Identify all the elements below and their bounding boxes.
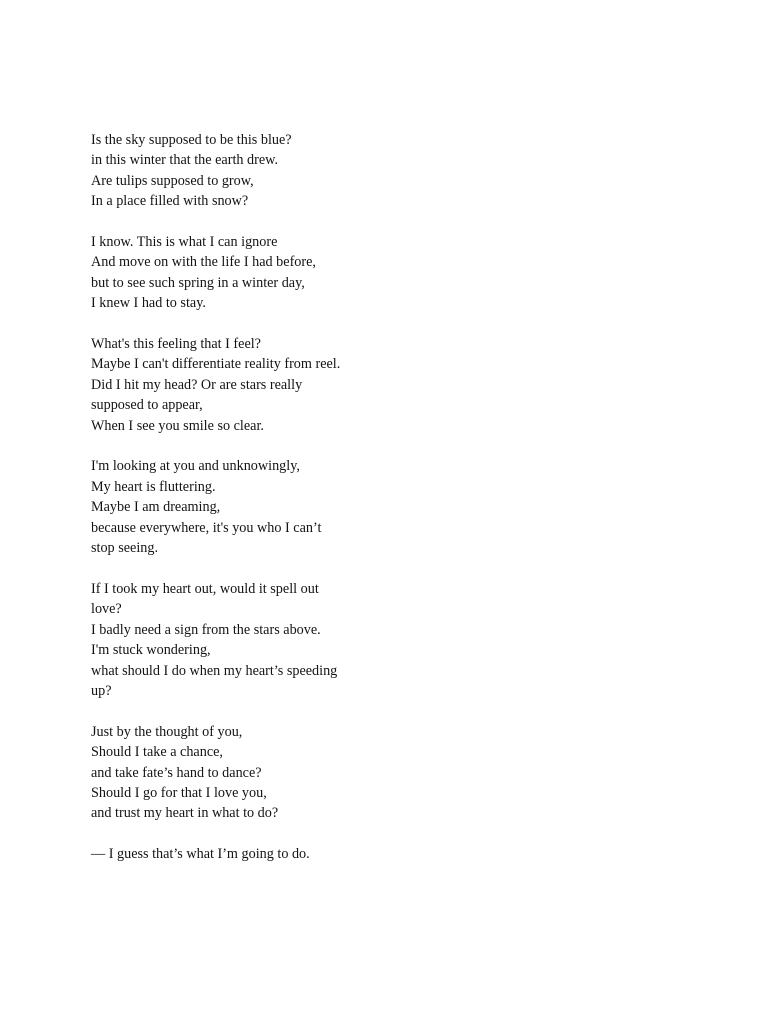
poem-line: because everywhere, it's you who I can’t: [91, 519, 322, 536]
poem-line: but to see such spring in a winter day,: [91, 274, 305, 291]
poem-line: I'm looking at you and unknowingly,: [91, 458, 300, 475]
stanza-5: [91, 579, 381, 701]
poem-line: What's this feeling that I feel?: [91, 336, 261, 353]
poem-line: supposed to appear,: [91, 397, 203, 414]
poem-line: love?: [91, 601, 122, 618]
poem-line: I'm stuck wondering,: [91, 642, 211, 659]
poem-line: Should I take a chance,: [91, 744, 223, 761]
poem-line: Just by the thought of you,: [91, 723, 243, 740]
poem-line: Did I hit my head? Or are stars really: [91, 376, 303, 393]
poem-line: I badly need a sign from the stars above.: [91, 621, 321, 638]
poem-body: [91, 130, 381, 865]
poem-line: My heart is fluttering.: [91, 478, 216, 495]
poem-line: And move on with the life I had before,: [91, 254, 316, 271]
closing-line: [91, 844, 381, 864]
poem-line: If I took my heart out, would it spell out: [91, 580, 319, 597]
stanza-6: [91, 722, 381, 824]
poem-line: stop seeing.: [91, 540, 158, 557]
stanza-1: [91, 130, 381, 212]
poem-line: and take fate’s hand to dance?: [91, 764, 262, 781]
poem-line: Maybe I am dreaming,: [91, 499, 221, 516]
poem-line: Are tulips supposed to grow,: [91, 172, 254, 189]
stanza-2: [91, 232, 381, 314]
poem-line: in this winter that the earth drew.: [91, 152, 279, 169]
poem-line: I know. This is what I can ignore: [91, 234, 278, 251]
poem-line: Maybe I can't differentiate reality from reel.: [91, 356, 341, 373]
poem-line: Should I go for that I love you,: [91, 784, 267, 801]
poem-line: In a place filled with snow?: [91, 193, 249, 210]
closing-line-text: — I guess that’s what I’m going to do.: [91, 846, 310, 863]
poem-line: up?: [91, 682, 112, 699]
poem-line: When I see you smile so clear.: [91, 417, 264, 434]
poem-line: I knew I had to stay.: [91, 295, 206, 312]
stanza-3: [91, 334, 381, 436]
stanza-4: [91, 456, 381, 558]
poem-line: what should I do when my heart’s speeding: [91, 662, 338, 679]
poem-line: and trust my heart in what to do?: [91, 805, 279, 822]
poem-line: Is the sky supposed to be this blue?: [91, 132, 292, 148]
